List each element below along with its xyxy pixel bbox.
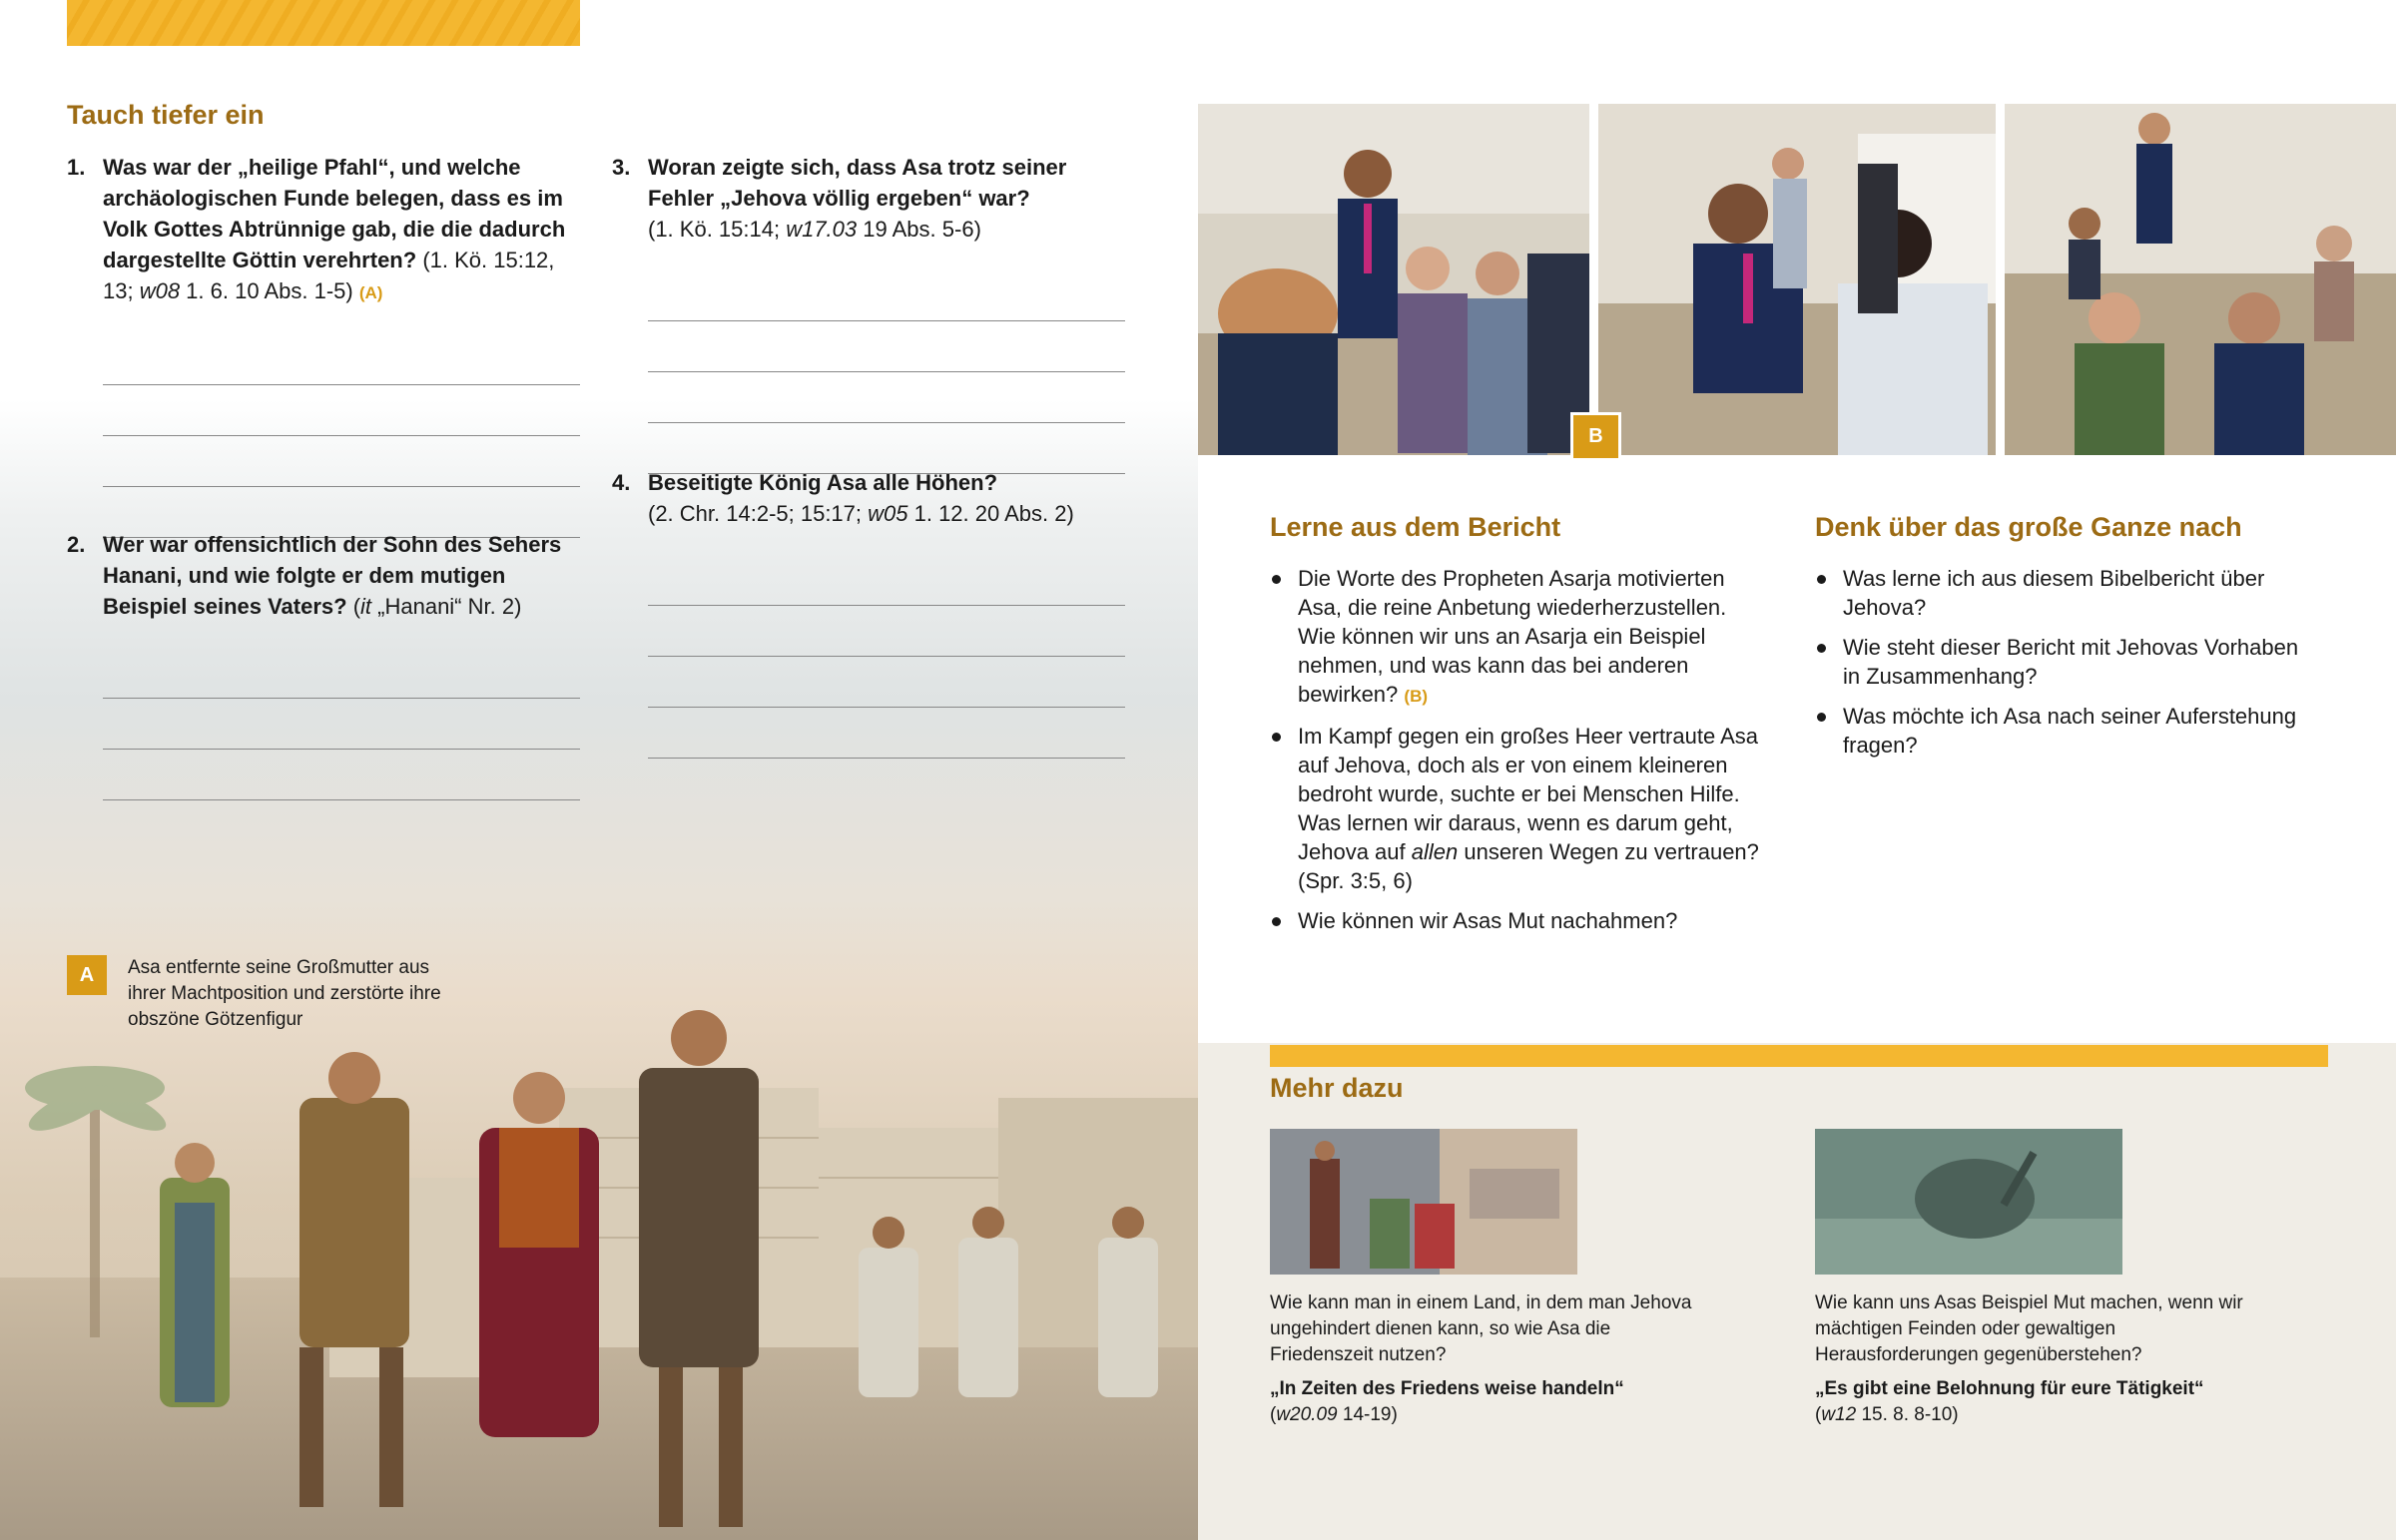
right-page	[1198, 0, 2396, 1540]
question-4	[612, 467, 1125, 759]
question-reference: (1. Kö. 15:14; w17.03 19 Abs. 5-6)	[648, 217, 981, 242]
badge-b: B	[1570, 412, 1621, 461]
article-reference: (w20.09 14-19)	[1270, 1404, 1398, 1425]
answer-lines[interactable]	[103, 648, 580, 800]
question-text: Woran zeigte sich, dass Asa trotz seiner Fehler „Jehova völlig ergeben“ war?	[648, 155, 1067, 211]
article-2	[1815, 1290, 2254, 1428]
more-title: Mehr dazu	[1270, 1073, 1404, 1103]
article-question: Wie kann uns Asas Beispiel Mut machen, wenn wir mächtigen Feinden oder gewaltigen Herausforderungen gegenüberstehen?	[1815, 1292, 2243, 1365]
learn-section	[1270, 513, 1769, 946]
article-thumbnail-1[interactable]	[1270, 1129, 1577, 1275]
think-item: Was möchte ich Asa nach seiner Auferstehung fragen?	[1815, 702, 2314, 760]
article-title-link[interactable]: „Es gibt eine Belohnung für eure Tätigkeit“	[1815, 1378, 2204, 1399]
top-decorative-bar	[67, 0, 580, 46]
answer-lines[interactable]	[648, 555, 1125, 759]
question-text: Wer war offensichtlich der Sohn des Sehers Hanani, und wie folgte er dem mutigen Beispiel seines Vaters?	[103, 532, 562, 619]
question-reference: (2. Chr. 14:2-5; 15:17; w05 1. 12. 20 Abs. 2)	[648, 501, 1074, 526]
article-1	[1270, 1290, 1709, 1428]
article-question: Wie kann man in einem Land, in dem man Jehova ungehindert dienen kann, so wie Asa die Friedenszeit nutzen?	[1270, 1292, 1692, 1365]
question-number: 1.	[67, 155, 86, 180]
think-item: Was lerne ich aus diesem Bibelbericht über Jehova?	[1815, 564, 2314, 622]
question-text: Was war der „heilige Pfahl“, und welche archäologischen Funde belegen, dass es im Volk Gottes Abtrünnige gab, die die dadurch dargestellte Göttin verehrten?	[103, 155, 566, 272]
learn-item: Die Worte des Propheten Asarja motivierten Asa, die reine Anbetung wiederherzustellen. Wie können wir uns an Asarja ein Beispiel nehmen, und was kann das bei anderen bewirken? (B)	[1270, 564, 1769, 711]
question-number: 3.	[612, 155, 631, 180]
think-section	[1815, 513, 2314, 770]
think-title: Denk über das große Ganze nach	[1815, 512, 2242, 542]
more-accent-bar	[1270, 1045, 2328, 1067]
more-section	[1198, 1043, 2396, 1540]
question-number: 4.	[612, 470, 631, 495]
learn-item: Im Kampf gegen ein großes Heer vertraute Asa auf Jehova, doch als er von einem kleineren bedroht wurde, suchte er bei Menschen Hilfe. Was lernen wir daraus, wenn es darum geht, Jehova auf allen unseren Wegen zu vertrauen? (Spr. 3:5, 6)	[1270, 722, 1769, 895]
article-thumbnail-2[interactable]	[1815, 1129, 2122, 1275]
photo-congregation-3	[2005, 104, 2396, 455]
badge-a: A	[67, 955, 107, 995]
article-reference: (w12 15. 8. 8-10)	[1815, 1404, 1959, 1425]
section-title: Tauch tiefer ein	[67, 100, 265, 130]
question-reference: (it „Hanani“ Nr. 2)	[352, 594, 522, 619]
answer-lines[interactable]	[648, 270, 1125, 474]
article-title-link[interactable]: „In Zeiten des Friedens weise handeln“	[1270, 1378, 1624, 1399]
answer-lines[interactable]	[103, 334, 580, 538]
question-1	[67, 152, 580, 538]
think-item: Wie steht dieser Bericht mit Jehovas Vorhaben in Zusammenhang?	[1815, 633, 2314, 691]
question-number: 2.	[67, 532, 86, 557]
question-reference: (1. Kö. 15:12, 13; w08 1. 6. 10 Abs. 1-5)	[103, 248, 555, 303]
learn-title: Lerne aus dem Bericht	[1270, 512, 1561, 542]
question-text: Beseitigte König Asa alle Höhen?	[648, 470, 998, 495]
caption-a-text: Asa entfernte seine Großmutter aus ihrer Machtposition und zerstörte ihre obszöne Götzenfigur	[128, 957, 441, 1030]
question-3	[612, 152, 1125, 474]
image-ref-tag: (A)	[358, 283, 383, 302]
photo-congregation-1	[1198, 104, 1589, 455]
illustration-asa-scene	[0, 978, 1198, 1540]
image-ref-tag: (B)	[1404, 687, 1429, 706]
learn-item: Wie können wir Asas Mut nachahmen?	[1270, 906, 1769, 935]
photo-congregation-2	[1598, 104, 1996, 455]
question-2	[67, 529, 580, 800]
